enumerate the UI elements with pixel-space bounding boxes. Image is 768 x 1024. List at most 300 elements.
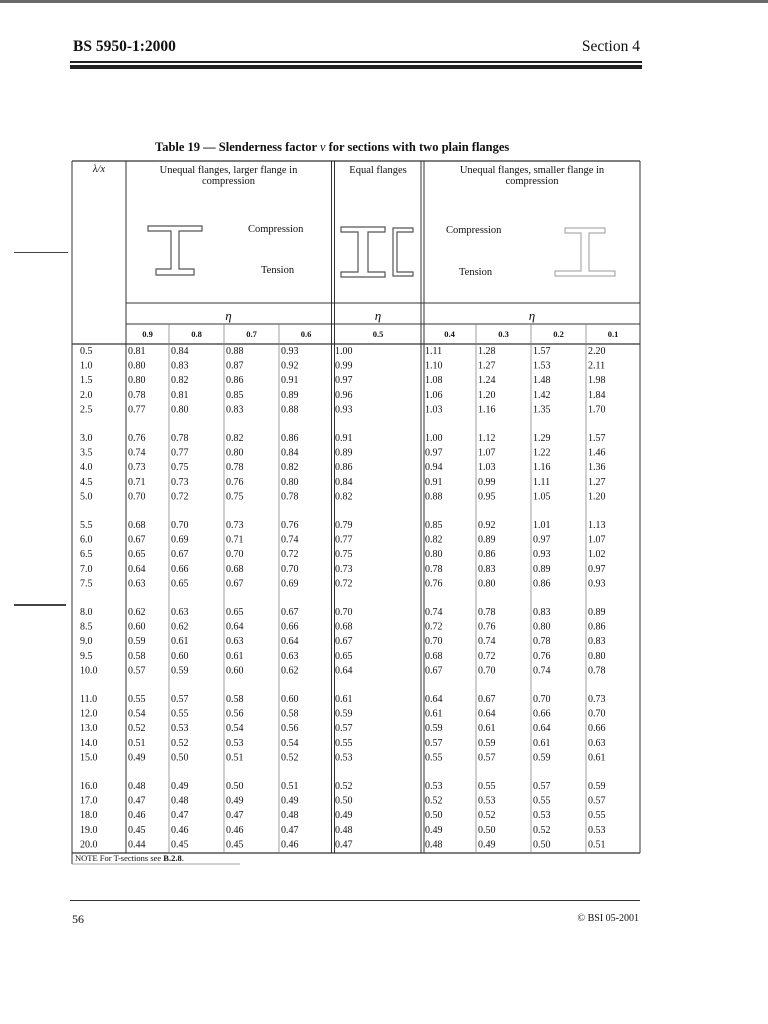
slenderness-value: 0.49 xyxy=(478,839,496,851)
slenderness-value: 0.51 xyxy=(128,737,146,749)
slenderness-value: 0.48 xyxy=(425,839,443,851)
slenderness-value: 0.70 xyxy=(281,563,299,575)
slenderness-value: 0.46 xyxy=(281,839,299,851)
slenderness-value: 0.65 xyxy=(335,650,353,662)
slenderness-value: 1.12 xyxy=(478,433,496,444)
slenderness-value: 0.74 xyxy=(425,607,443,618)
slenderness-value: 0.65 xyxy=(171,578,189,590)
slenderness-value: 1.11 xyxy=(533,476,551,488)
slenderness-value: 0.97 xyxy=(533,534,551,546)
slenderness-value: 0.55 xyxy=(478,781,496,792)
slenderness-value: 1.02 xyxy=(588,549,606,561)
slenderness-value: 0.75 xyxy=(226,491,244,503)
slenderness-value: 0.97 xyxy=(588,563,606,575)
slenderness-value: 1.07 xyxy=(588,534,606,546)
slenderness-value: 0.47 xyxy=(171,810,189,822)
lambda-value: 8.0 xyxy=(80,607,93,618)
slenderness-value: 1.48 xyxy=(533,375,551,387)
slenderness-value: 0.81 xyxy=(128,346,146,357)
slenderness-value: 0.52 xyxy=(533,824,551,836)
slenderness-value: 0.73 xyxy=(335,563,353,575)
slenderness-value: 0.65 xyxy=(226,607,244,618)
slenderness-value: 0.86 xyxy=(478,549,496,561)
slenderness-value: 0.45 xyxy=(128,824,146,836)
slenderness-value: 0.74 xyxy=(128,447,146,459)
table-note xyxy=(75,853,184,863)
slenderness-value: 0.80 xyxy=(128,375,146,387)
caption-symbol: v xyxy=(319,140,326,154)
tension-label: Tension xyxy=(459,267,493,278)
slenderness-value: 0.78 xyxy=(533,636,551,648)
slenderness-value: 1.20 xyxy=(588,491,606,503)
slenderness-value: 0.45 xyxy=(226,839,244,851)
caption-suffix: for sections with two plain flanges xyxy=(325,140,510,154)
lambda-value: 6.5 xyxy=(80,549,93,561)
lambda-value: 10.0 xyxy=(80,665,98,677)
slenderness-value: 0.78 xyxy=(478,607,496,618)
slenderness-value: 0.91 xyxy=(335,433,353,444)
slenderness-value: 0.53 xyxy=(171,723,189,735)
lambda-value: 7.0 xyxy=(80,563,93,575)
slenderness-value: 1.36 xyxy=(588,462,606,474)
slenderness-value: 0.61 xyxy=(425,708,443,720)
slenderness-value: 0.99 xyxy=(478,476,496,488)
lambda-value: 1.5 xyxy=(80,375,93,387)
slenderness-value: 0.92 xyxy=(478,520,496,531)
slenderness-value: 0.65 xyxy=(128,549,146,561)
slenderness-value: 0.82 xyxy=(226,433,244,444)
slenderness-value: 0.82 xyxy=(171,375,189,387)
slenderness-value: 0.89 xyxy=(533,563,551,575)
slenderness-value: 0.49 xyxy=(171,781,189,792)
slenderness-value: 0.61 xyxy=(478,723,496,735)
slenderness-value: 0.66 xyxy=(281,621,299,633)
slenderness-value: 0.51 xyxy=(281,781,299,792)
slenderness-value: 0.56 xyxy=(226,708,244,720)
slenderness-value: 0.61 xyxy=(171,636,189,648)
eta-symbol: η xyxy=(528,308,536,323)
slenderness-value: 0.52 xyxy=(425,795,443,807)
slenderness-value: 0.83 xyxy=(533,607,551,618)
slenderness-value: 0.60 xyxy=(281,694,299,705)
slenderness-value: 0.95 xyxy=(478,491,496,503)
slenderness-value: 0.93 xyxy=(335,404,353,416)
slenderness-value: 0.58 xyxy=(281,708,299,720)
lambda-value: 4.0 xyxy=(80,462,93,474)
section-label: Section 4 xyxy=(581,38,640,55)
copyright: © BSI 05-2001 xyxy=(577,913,639,924)
slenderness-value: 0.73 xyxy=(226,520,244,531)
slenderness-value: 0.57 xyxy=(171,694,189,705)
slenderness-value: 0.86 xyxy=(281,433,299,444)
lambda-value: 20.0 xyxy=(80,839,98,851)
slenderness-value: 0.91 xyxy=(281,375,299,387)
slenderness-value: 0.70 xyxy=(128,491,146,503)
slenderness-value: 0.80 xyxy=(171,404,189,416)
slenderness-value: 0.47 xyxy=(335,839,353,851)
lambda-value: 9.5 xyxy=(80,650,93,662)
slenderness-value: 0.53 xyxy=(533,810,551,822)
slenderness-value: 0.57 xyxy=(335,723,353,735)
slenderness-value: 0.67 xyxy=(425,665,443,677)
lambda-value: 5.0 xyxy=(80,491,93,503)
slenderness-value: 0.84 xyxy=(335,476,353,488)
slenderness-value: 0.64 xyxy=(425,694,443,705)
lambda-value: 11.0 xyxy=(80,694,98,705)
slenderness-value: 0.61 xyxy=(588,752,606,764)
slenderness-value: 0.72 xyxy=(281,549,299,561)
slenderness-value: 0.72 xyxy=(335,578,353,590)
slenderness-value: 0.70 xyxy=(425,636,443,648)
slenderness-value: 1.57 xyxy=(533,346,551,357)
slenderness-value: 0.54 xyxy=(128,708,146,720)
slenderness-value: 0.48 xyxy=(128,781,146,792)
slenderness-value: 0.91 xyxy=(425,476,443,488)
slenderness-value: 1.07 xyxy=(478,447,496,459)
slenderness-value: 0.51 xyxy=(226,752,244,764)
eta-column-header: 0.5 xyxy=(372,329,384,339)
slenderness-value: 0.76 xyxy=(533,650,551,662)
note-text: . xyxy=(181,853,184,863)
slenderness-value: 0.57 xyxy=(478,752,496,764)
eta-column-header: 0.6 xyxy=(300,329,312,339)
slenderness-value: 1.10 xyxy=(425,360,443,372)
slenderness-value: 0.92 xyxy=(281,360,299,372)
lambda-value: 7.5 xyxy=(80,578,93,590)
slenderness-value: 0.82 xyxy=(335,491,353,503)
slenderness-value: 0.88 xyxy=(226,346,244,357)
slenderness-value: 0.58 xyxy=(128,650,146,662)
slenderness-value: 0.84 xyxy=(171,346,189,357)
slenderness-value: 0.86 xyxy=(533,578,551,590)
slenderness-value: 0.47 xyxy=(281,824,299,836)
slenderness-value: 0.83 xyxy=(478,563,496,575)
slenderness-value: 0.74 xyxy=(281,534,299,546)
i-section-smaller-compression-icon xyxy=(555,228,615,276)
slenderness-value: 0.96 xyxy=(335,389,353,401)
lambda-value: 6.0 xyxy=(80,534,93,546)
compression-label: Compression xyxy=(248,224,304,235)
slenderness-value: 0.76 xyxy=(478,621,496,633)
slenderness-value: 0.80 xyxy=(226,447,244,459)
lambda-value: 1.0 xyxy=(80,360,93,372)
slenderness-value: 0.80 xyxy=(128,360,146,372)
lambda-value: 9.0 xyxy=(80,636,93,648)
slenderness-value: 0.48 xyxy=(281,810,299,822)
slenderness-value: 0.99 xyxy=(335,360,353,372)
slenderness-value: 0.78 xyxy=(171,433,189,444)
slenderness-value: 0.50 xyxy=(425,810,443,822)
slenderness-value: 1.70 xyxy=(588,404,606,416)
slenderness-value: 0.54 xyxy=(226,723,244,735)
slenderness-value: 0.71 xyxy=(226,534,244,546)
slenderness-value: 0.72 xyxy=(171,491,189,503)
slenderness-value: 0.60 xyxy=(171,650,189,662)
slenderness-value: 0.52 xyxy=(335,781,353,792)
slenderness-value: 0.74 xyxy=(533,665,551,677)
slenderness-value: 0.58 xyxy=(226,694,244,705)
compression-label: Compression xyxy=(446,225,502,236)
group-title: Unequal flanges, smaller flange in xyxy=(459,165,605,176)
slenderness-value: 0.53 xyxy=(478,795,496,807)
slenderness-value: 0.72 xyxy=(425,621,443,633)
slenderness-value: 0.55 xyxy=(533,795,551,807)
i-section-equal-flanges-icon xyxy=(341,227,385,277)
lambda-value: 14.0 xyxy=(80,737,98,749)
slenderness-value: 0.63 xyxy=(226,636,244,648)
lambda-x-header: λ/x xyxy=(92,164,106,175)
slenderness-value: 0.83 xyxy=(226,404,244,416)
slenderness-value: 1.16 xyxy=(478,404,496,416)
slenderness-value: 0.85 xyxy=(226,389,244,401)
slenderness-value: 2.20 xyxy=(588,346,606,357)
slenderness-value: 0.63 xyxy=(171,607,189,618)
eta-column-header: 0.1 xyxy=(607,329,619,339)
slenderness-value: 0.67 xyxy=(128,534,146,546)
slenderness-value: 0.46 xyxy=(226,824,244,836)
slenderness-value: 0.64 xyxy=(281,636,299,648)
slenderness-value: 0.57 xyxy=(425,737,443,749)
slenderness-value: 0.80 xyxy=(425,549,443,561)
slenderness-value: 0.49 xyxy=(281,795,299,807)
slenderness-value: 0.70 xyxy=(226,549,244,561)
slenderness-value: 2.11 xyxy=(588,360,606,372)
slenderness-value: 0.89 xyxy=(478,534,496,546)
lambda-value: 3.5 xyxy=(80,447,93,459)
slenderness-value: 0.93 xyxy=(281,346,299,357)
slenderness-value: 0.77 xyxy=(128,404,146,416)
slenderness-value: 0.62 xyxy=(128,607,146,618)
eta-column-header: 0.3 xyxy=(498,329,509,339)
slenderness-value: 0.80 xyxy=(478,578,496,590)
slenderness-value: 0.89 xyxy=(335,447,353,459)
slenderness-value: 1.42 xyxy=(533,389,551,401)
slenderness-value: 0.80 xyxy=(533,621,551,633)
lambda-value: 17.0 xyxy=(80,795,98,807)
slenderness-value: 0.46 xyxy=(171,824,189,836)
slenderness-value: 0.64 xyxy=(335,665,353,677)
slenderness-value: 0.74 xyxy=(478,636,496,648)
slenderness-value: 0.59 xyxy=(533,752,551,764)
slenderness-value: 0.89 xyxy=(281,389,299,401)
slenderness-value: 0.50 xyxy=(478,824,496,836)
slenderness-value: 0.59 xyxy=(171,665,189,677)
eta-column-header: 0.2 xyxy=(553,329,564,339)
slenderness-value: 0.66 xyxy=(533,708,551,720)
group-title: Equal flanges xyxy=(349,165,407,176)
slenderness-value: 1.84 xyxy=(588,389,606,401)
channel-section-icon xyxy=(393,228,413,276)
slenderness-value: 0.78 xyxy=(128,389,146,401)
slenderness-value: 0.66 xyxy=(171,563,189,575)
slenderness-value: 0.68 xyxy=(425,650,443,662)
eta-column-header: 0.4 xyxy=(444,329,455,339)
slenderness-value: 0.78 xyxy=(281,491,299,503)
slenderness-value: 0.49 xyxy=(226,795,244,807)
slenderness-value: 0.57 xyxy=(588,795,606,807)
slenderness-value: 0.78 xyxy=(425,563,443,575)
slenderness-value: 0.78 xyxy=(226,462,244,474)
slenderness-value: 0.52 xyxy=(281,752,299,764)
slenderness-value: 0.76 xyxy=(226,476,244,488)
group-title: compression xyxy=(505,176,559,187)
lambda-value: 0.5 xyxy=(80,346,93,357)
slenderness-value: 0.76 xyxy=(425,578,443,590)
slenderness-value: 0.53 xyxy=(588,824,606,836)
slenderness-value: 0.49 xyxy=(128,752,146,764)
slenderness-value: 0.80 xyxy=(588,650,606,662)
slenderness-value: 0.88 xyxy=(425,491,443,503)
slenderness-value: 0.62 xyxy=(171,621,189,633)
slenderness-value: 0.85 xyxy=(425,520,443,531)
slenderness-value: 0.73 xyxy=(128,462,146,474)
lambda-value: 16.0 xyxy=(80,781,98,792)
slenderness-value: 0.73 xyxy=(588,694,606,705)
slenderness-value: 0.44 xyxy=(128,839,146,851)
slenderness-value: 0.50 xyxy=(171,752,189,764)
slenderness-value: 1.27 xyxy=(478,360,496,372)
slenderness-value: 0.62 xyxy=(281,665,299,677)
slenderness-value: 1.29 xyxy=(533,433,551,444)
slenderness-value: 0.78 xyxy=(588,665,606,677)
slenderness-value: 0.79 xyxy=(335,520,353,531)
slenderness-value: 0.63 xyxy=(128,578,146,590)
slenderness-value: 0.97 xyxy=(425,447,443,459)
slenderness-value: 1.16 xyxy=(533,462,551,474)
slenderness-value: 1.24 xyxy=(478,375,496,387)
caption-prefix: Table 19 — Slenderness factor xyxy=(155,140,320,154)
slenderness-value: 1.27 xyxy=(588,476,606,488)
slenderness-value: 0.97 xyxy=(335,375,353,387)
slenderness-value: 0.60 xyxy=(128,621,146,633)
lambda-value: 15.0 xyxy=(80,752,98,764)
slenderness-value: 0.53 xyxy=(335,752,353,764)
slenderness-value: 1.05 xyxy=(533,491,551,503)
slenderness-value: 0.57 xyxy=(128,665,146,677)
slenderness-value: 0.88 xyxy=(281,404,299,416)
slenderness-value: 0.57 xyxy=(533,781,551,792)
slenderness-value: 1.46 xyxy=(588,447,606,459)
slenderness-value: 0.55 xyxy=(588,810,606,822)
slenderness-value: 0.86 xyxy=(588,621,606,633)
slenderness-value: 0.72 xyxy=(478,650,496,662)
slenderness-value: 0.59 xyxy=(478,737,496,749)
lambda-value: 2.5 xyxy=(80,404,93,416)
slenderness-value: 0.68 xyxy=(335,621,353,633)
slenderness-value: 0.50 xyxy=(226,781,244,792)
eta-column-header: 0.9 xyxy=(142,329,153,339)
slenderness-value: 0.67 xyxy=(335,636,353,648)
slenderness-value: 0.84 xyxy=(281,447,299,459)
slenderness-value: 0.67 xyxy=(171,549,189,561)
lambda-value: 18.0 xyxy=(80,810,98,822)
slenderness-value: 1.28 xyxy=(478,346,496,357)
slenderness-value: 0.75 xyxy=(335,549,353,561)
slenderness-value: 1.98 xyxy=(588,375,606,387)
slenderness-value: 1.03 xyxy=(478,462,496,474)
slenderness-value: 0.55 xyxy=(425,752,443,764)
slenderness-value: 0.77 xyxy=(171,447,189,459)
slenderness-value: 0.86 xyxy=(335,462,353,474)
lambda-value: 19.0 xyxy=(80,824,98,836)
slenderness-value: 0.76 xyxy=(128,433,146,444)
slenderness-value: 0.59 xyxy=(425,723,443,735)
footer-rule xyxy=(70,900,640,901)
slenderness-value: 0.50 xyxy=(533,839,551,851)
lambda-value: 13.0 xyxy=(80,723,98,735)
lambda-value: 12.0 xyxy=(80,708,98,720)
lambda-value: 3.0 xyxy=(80,433,93,444)
note-reference: B.2.8 xyxy=(163,853,182,863)
slenderness-value: 0.63 xyxy=(281,650,299,662)
group-title: compression xyxy=(201,176,256,187)
slenderness-value: 0.61 xyxy=(226,650,244,662)
slenderness-value: 0.55 xyxy=(335,737,353,749)
slenderness-value: 0.47 xyxy=(226,810,244,822)
slenderness-value: 0.53 xyxy=(226,737,244,749)
slenderness-value: 0.56 xyxy=(281,723,299,735)
slenderness-value: 0.86 xyxy=(226,375,244,387)
slenderness-value: 1.20 xyxy=(478,389,496,401)
slenderness-value: 0.66 xyxy=(588,723,606,735)
slenderness-value: 0.55 xyxy=(171,708,189,720)
slenderness-value: 1.00 xyxy=(425,433,443,444)
slenderness-value: 0.46 xyxy=(128,810,146,822)
slenderness-value: 0.73 xyxy=(171,476,189,488)
slenderness-value: 0.68 xyxy=(128,520,146,531)
slenderness-value: 0.63 xyxy=(588,737,606,749)
slenderness-value: 0.59 xyxy=(128,636,146,648)
slenderness-value: 0.52 xyxy=(128,723,146,735)
slenderness-value: 0.83 xyxy=(588,636,606,648)
slenderness-value: 1.03 xyxy=(425,404,443,416)
slenderness-value: 0.70 xyxy=(478,665,496,677)
slenderness-value: 0.55 xyxy=(128,694,146,705)
lambda-value: 8.5 xyxy=(80,621,93,633)
slenderness-value: 0.67 xyxy=(478,694,496,705)
slenderness-value: 0.82 xyxy=(281,462,299,474)
slenderness-value: 0.64 xyxy=(478,708,496,720)
slenderness-value: 0.61 xyxy=(533,737,551,749)
scan-margin-mark xyxy=(14,604,66,606)
slenderness-value: 0.50 xyxy=(335,795,353,807)
slenderness-value: 1.57 xyxy=(588,433,606,444)
slenderness-value: 0.77 xyxy=(335,534,353,546)
eta-column-header: 0.8 xyxy=(191,329,202,339)
lambda-value: 4.5 xyxy=(80,476,93,488)
slenderness-value: 0.93 xyxy=(533,549,551,561)
slenderness-value: 1.06 xyxy=(425,389,443,401)
slenderness-value: 0.64 xyxy=(226,621,244,633)
slenderness-value: 0.48 xyxy=(171,795,189,807)
slenderness-value: 0.49 xyxy=(425,824,443,836)
scan-margin-mark xyxy=(14,252,68,253)
slenderness-value: 0.48 xyxy=(335,824,353,836)
lambda-value: 5.5 xyxy=(80,520,93,531)
slenderness-value: 1.01 xyxy=(533,520,551,531)
slenderness-value: 0.64 xyxy=(533,723,551,735)
slenderness-value: 0.70 xyxy=(335,607,353,618)
slenderness-value: 0.70 xyxy=(588,708,606,720)
slenderness-value: 0.54 xyxy=(281,737,299,749)
slenderness-value: 1.35 xyxy=(533,404,551,416)
slenderness-value: 0.89 xyxy=(588,607,606,618)
slenderness-value: 0.53 xyxy=(425,781,443,792)
slenderness-value: 0.76 xyxy=(281,520,299,531)
slenderness-value: 0.70 xyxy=(533,694,551,705)
slenderness-value: 0.83 xyxy=(171,360,189,372)
slenderness-value: 1.00 xyxy=(335,346,353,357)
